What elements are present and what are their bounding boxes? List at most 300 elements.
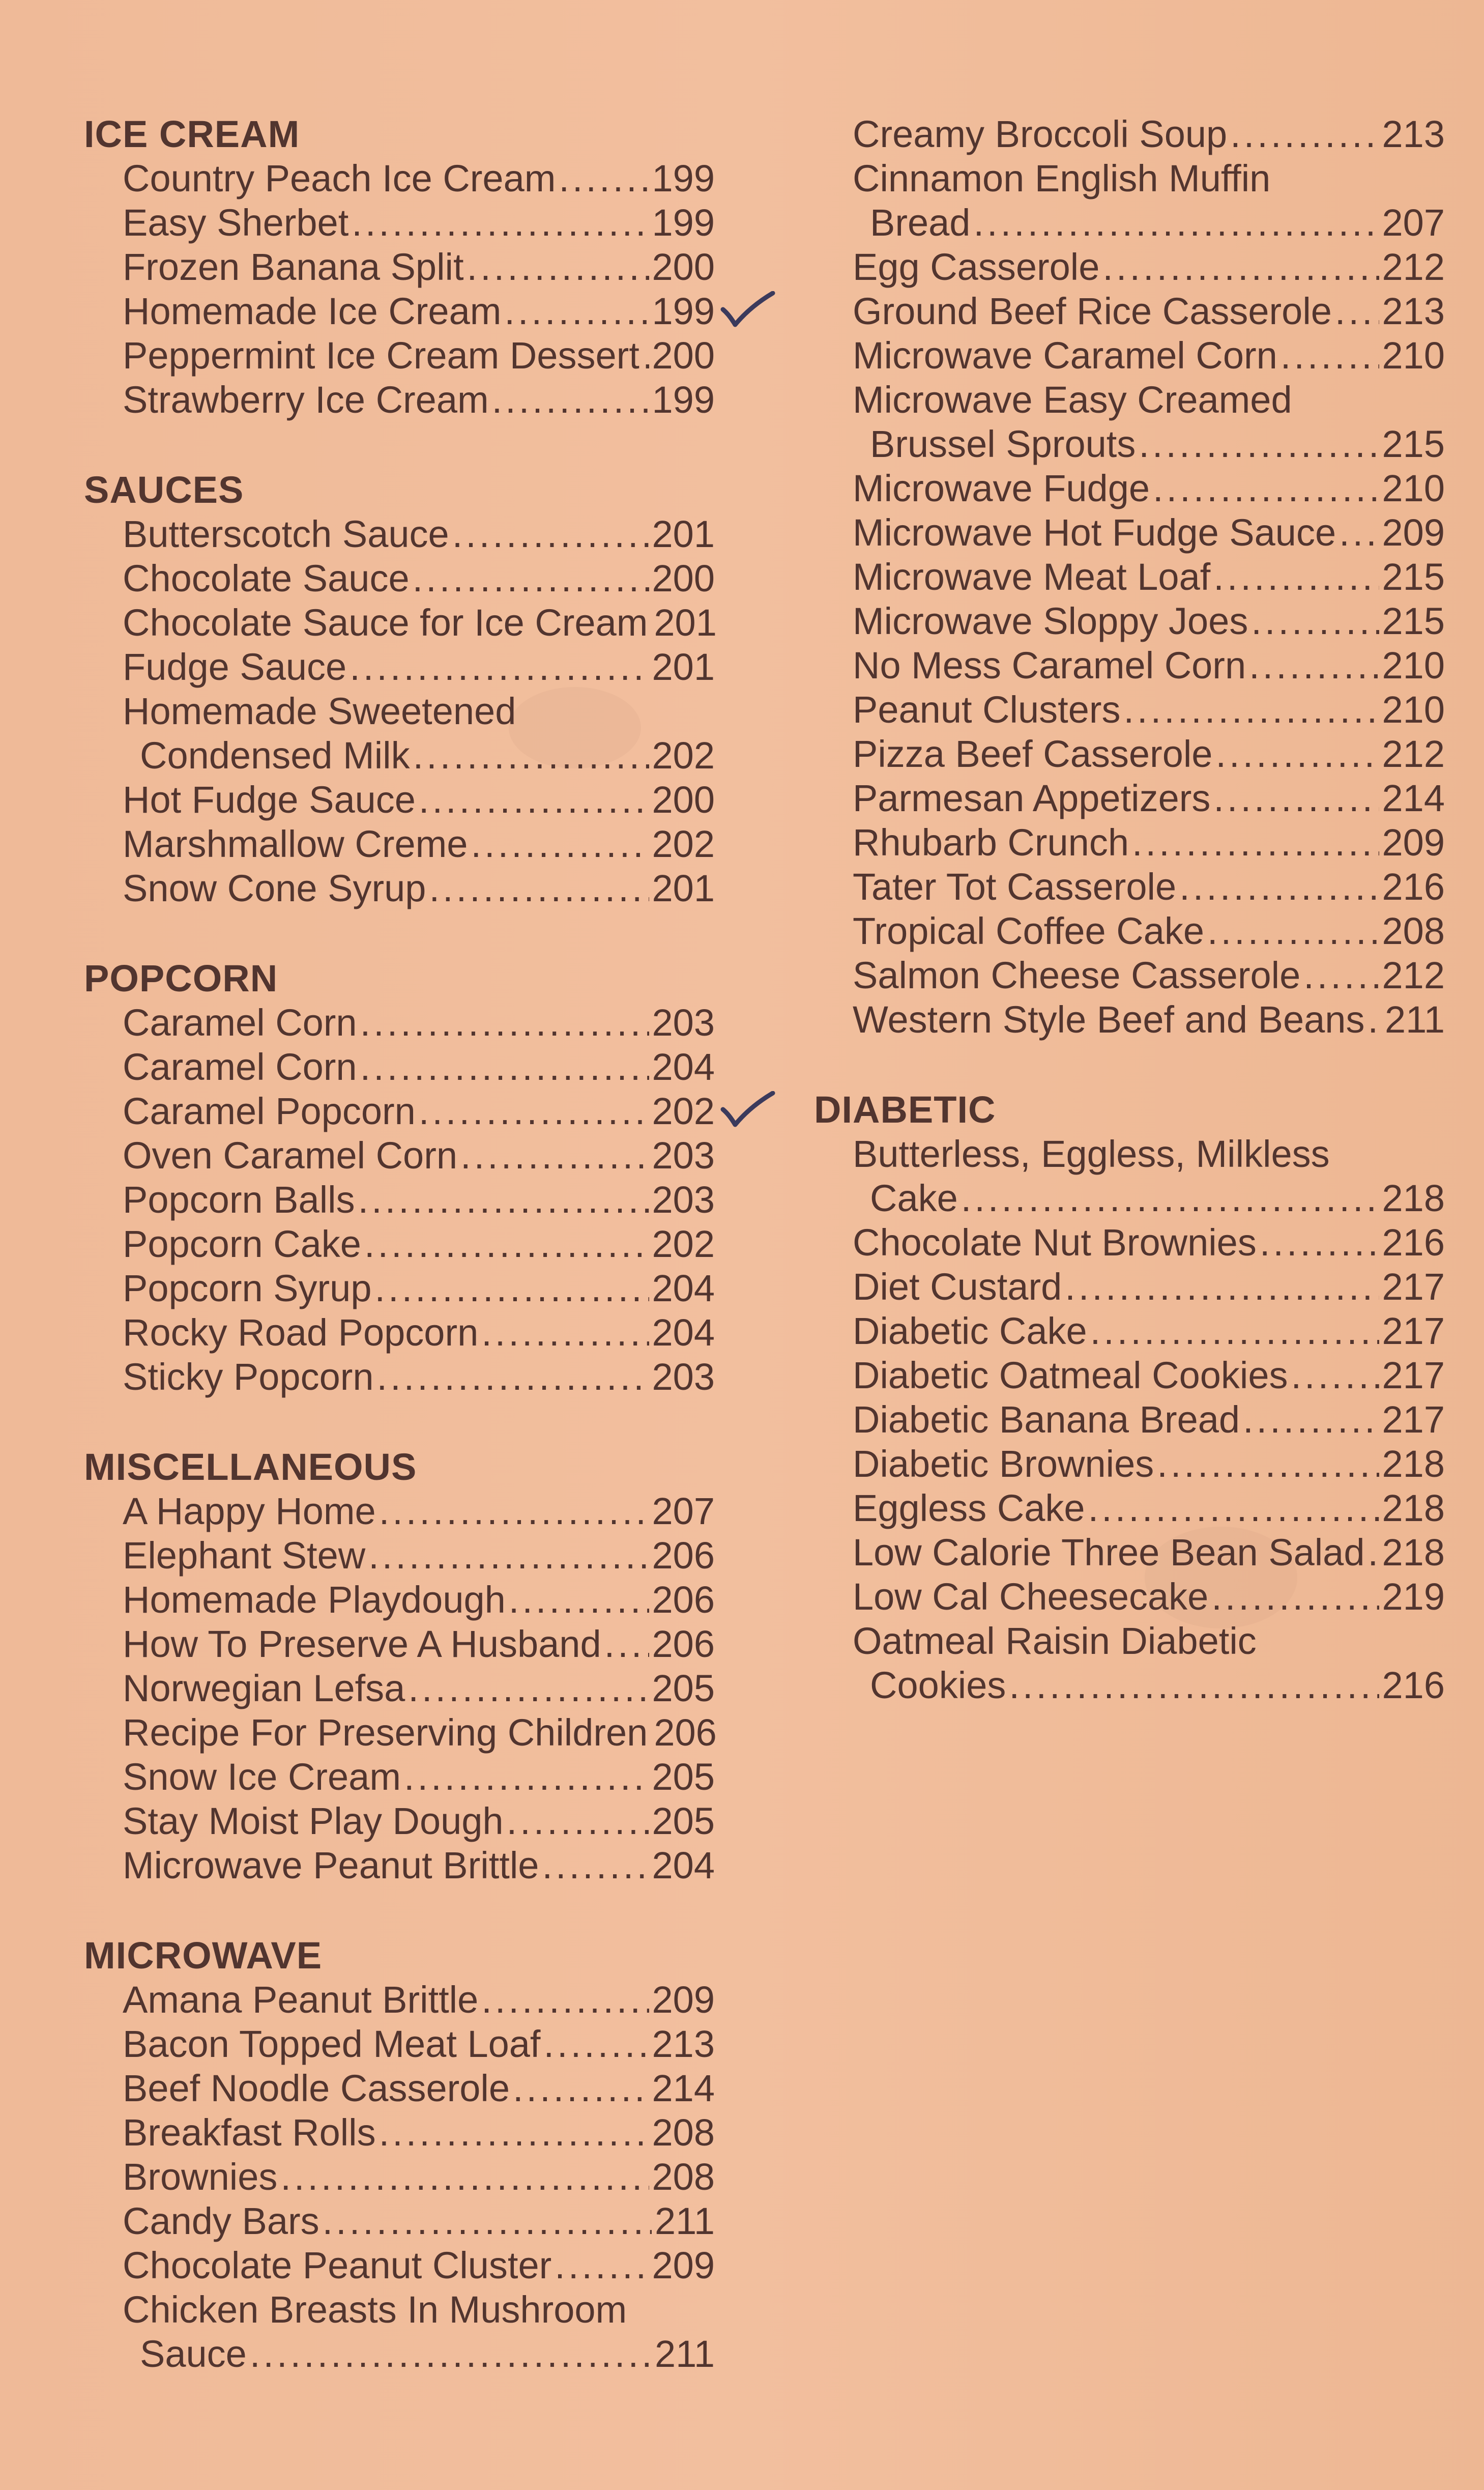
entry-title: Ground Beef Rice Casserole xyxy=(853,290,1332,332)
entry-title: Chicken Breasts In Mushroom xyxy=(123,2288,627,2331)
dot-leader xyxy=(643,333,649,378)
section-sauces xyxy=(84,468,715,910)
dot-leader xyxy=(481,1310,649,1355)
entry-title: Popcorn Balls xyxy=(123,1179,355,1221)
entry-title: Diabetic Oatmeal Cookies xyxy=(853,1354,1288,1396)
entry-title: Tater Tot Casserole xyxy=(853,866,1177,908)
index-entry xyxy=(853,909,1445,953)
entry-title: Microwave Meat Loaf xyxy=(853,556,1211,598)
index-entry xyxy=(853,776,1445,820)
dot-leader xyxy=(1249,643,1379,688)
dot-leader xyxy=(429,866,649,910)
entry-title-line xyxy=(123,512,715,556)
entry-title: Cake xyxy=(870,1177,958,1219)
section-continued xyxy=(814,112,1445,1042)
entry-title: Sauce xyxy=(140,2333,247,2375)
dot-leader xyxy=(467,245,649,289)
dot-leader xyxy=(961,1176,1379,1220)
entry-title-continuation xyxy=(123,733,715,778)
entry-title-line xyxy=(853,997,1445,1042)
page-number: 201 xyxy=(652,646,715,688)
index-entry xyxy=(853,1265,1445,1309)
page-number: 203 xyxy=(652,1001,715,1044)
entry-title: Rocky Road Popcorn xyxy=(123,1311,479,1354)
page-number: 199 xyxy=(652,157,715,199)
entry-title: Chocolate Peanut Cluster xyxy=(123,2244,552,2286)
index-entry xyxy=(853,1442,1445,1486)
page-number: 214 xyxy=(652,2067,715,2109)
entry-title-line xyxy=(853,599,1445,643)
entry-title-line xyxy=(853,378,1445,422)
entry-title-line xyxy=(853,510,1445,555)
page-number: 202 xyxy=(652,823,715,865)
entry-title-line xyxy=(123,645,715,689)
entry-title-continuation xyxy=(853,201,1445,245)
dot-leader xyxy=(507,1799,649,1843)
entry-title-line xyxy=(853,156,1445,201)
entry-title-line xyxy=(123,1710,715,1755)
page-number: 213 xyxy=(1382,290,1445,332)
entry-title: Popcorn Syrup xyxy=(123,1267,372,1309)
entry-title-continuation xyxy=(123,2332,715,2376)
page-number: 212 xyxy=(1382,954,1445,996)
entry-title: Breakfast Rolls xyxy=(123,2111,376,2154)
index-entry xyxy=(123,378,715,422)
page-number: 210 xyxy=(1382,467,1445,509)
page-number: 200 xyxy=(652,779,715,821)
dot-leader xyxy=(377,1355,649,1399)
page-number: 209 xyxy=(652,1979,715,2021)
dot-leader xyxy=(1179,865,1379,909)
page-number: 207 xyxy=(652,1490,715,1532)
entry-title: Fudge Sauce xyxy=(123,646,347,688)
page-number: 202 xyxy=(652,1090,715,1132)
entry-title-line xyxy=(123,2110,715,2155)
entry-title: Snow Ice Cream xyxy=(123,1756,401,1798)
page-number: 209 xyxy=(1382,821,1445,864)
entry-title-line xyxy=(123,2066,715,2110)
index-entry xyxy=(123,2199,715,2243)
page-number: 203 xyxy=(652,1356,715,1398)
entry-title-line xyxy=(123,866,715,910)
index-column-left xyxy=(84,112,715,2376)
dot-leader xyxy=(379,1489,649,1533)
dot-leader xyxy=(250,2332,652,2376)
entry-title-line xyxy=(853,1530,1445,1575)
index-entry xyxy=(123,1222,715,1266)
entry-title-line xyxy=(853,688,1445,732)
page-number: 207 xyxy=(1382,202,1445,244)
dot-leader xyxy=(1090,1309,1379,1353)
page-number: 211 xyxy=(655,2333,715,2375)
entry-title: A Happy Home xyxy=(123,1490,376,1532)
index-entry xyxy=(853,820,1445,865)
dot-leader xyxy=(1157,1442,1379,1486)
page-number: 217 xyxy=(1382,1266,1445,1308)
entry-title-line xyxy=(123,1978,715,2022)
entry-title-line xyxy=(123,1799,715,1843)
entry-title: Condensed Milk xyxy=(140,734,410,777)
index-entry xyxy=(853,1132,1445,1220)
entry-title: Strawberry Ice Cream xyxy=(123,379,489,421)
page-number: 206 xyxy=(654,1711,717,1754)
page-number: 209 xyxy=(1382,511,1445,554)
index-entry xyxy=(123,333,715,378)
entry-title: Eggless Cake xyxy=(853,1487,1085,1529)
index-entry xyxy=(123,1843,715,1887)
index-entry xyxy=(123,2066,715,2110)
page-number: 201 xyxy=(652,513,715,555)
index-entry xyxy=(853,1353,1445,1397)
entry-title: Diet Custard xyxy=(853,1266,1062,1308)
index-entry xyxy=(853,466,1445,510)
entry-title-line xyxy=(123,1578,715,1622)
entry-title: Diabetic Brownies xyxy=(853,1443,1154,1485)
dot-leader xyxy=(1367,1530,1379,1575)
page-number: 204 xyxy=(652,1046,715,1088)
index-entry xyxy=(123,512,715,556)
entry-title: Cinnamon English Muffin xyxy=(853,157,1271,199)
index-entry xyxy=(123,1533,715,1578)
entry-title-line xyxy=(123,1000,715,1045)
entry-title-line xyxy=(853,1486,1445,1530)
page-number: 202 xyxy=(652,734,715,777)
page-number: 199 xyxy=(652,379,715,421)
dot-leader xyxy=(379,2110,649,2155)
dot-leader xyxy=(604,1622,649,1666)
entry-title-line xyxy=(853,1265,1445,1309)
page-number: 216 xyxy=(1382,1664,1445,1706)
page-number: 218 xyxy=(1382,1487,1445,1529)
dot-leader xyxy=(360,1000,649,1045)
index-entry xyxy=(853,378,1445,466)
entry-title: Peanut Clusters xyxy=(853,689,1121,731)
dot-leader xyxy=(375,1266,649,1310)
entry-title: Western Style Beef and Beans xyxy=(853,998,1365,1041)
section-popcorn xyxy=(84,956,715,1399)
dot-leader xyxy=(364,1222,649,1266)
entry-title-line xyxy=(123,1133,715,1178)
entry-title-line xyxy=(853,732,1445,776)
index-entry xyxy=(123,1489,715,1533)
dot-leader xyxy=(1230,112,1379,156)
entry-title: Chocolate Sauce xyxy=(123,557,410,599)
dot-leader xyxy=(280,2155,649,2199)
index-entry xyxy=(123,556,715,600)
index-entry xyxy=(123,1710,715,1755)
index-entry xyxy=(853,688,1445,732)
entry-title: Diabetic Banana Bread xyxy=(853,1398,1240,1441)
page-number: 217 xyxy=(1382,1354,1445,1396)
entry-title-line xyxy=(123,778,715,822)
entry-title-line xyxy=(853,1619,1445,1663)
page-number: 206 xyxy=(652,1534,715,1577)
index-entry xyxy=(853,289,1445,333)
index-entry xyxy=(853,643,1445,688)
entry-title: Hot Fudge Sauce xyxy=(123,779,416,821)
entry-title: Egg Casserole xyxy=(853,246,1100,288)
entry-title: Peppermint Ice Cream Dessert xyxy=(123,334,639,377)
page-number: 216 xyxy=(1382,866,1445,908)
page-number: 218 xyxy=(1382,1531,1445,1573)
entry-title-line xyxy=(123,1533,715,1578)
entry-title-continuation xyxy=(853,1663,1445,1707)
entry-title-line xyxy=(123,1045,715,1089)
entry-title-line xyxy=(853,643,1445,688)
entry-title-line xyxy=(853,1132,1445,1176)
entry-title-line xyxy=(123,1266,715,1310)
entry-title-line xyxy=(123,333,715,378)
entry-title-line xyxy=(123,156,715,201)
dot-leader xyxy=(1207,909,1379,953)
index-entry xyxy=(123,1622,715,1666)
page-number: 203 xyxy=(652,1179,715,1221)
entry-title: Butterscotch Sauce xyxy=(123,513,449,555)
entry-title: Microwave Caramel Corn xyxy=(853,334,1277,377)
index-entry xyxy=(123,1045,715,1089)
entry-title: Elephant Stew xyxy=(123,1534,366,1577)
index-entry xyxy=(123,2022,715,2066)
entry-title: Frozen Banana Split xyxy=(123,246,464,288)
index-entry xyxy=(123,2110,715,2155)
entry-title-line xyxy=(123,1489,715,1533)
index-entry xyxy=(853,599,1445,643)
entry-title: Microwave Sloppy Joes xyxy=(853,600,1248,642)
entry-title: Bacon Topped Meat Loaf xyxy=(123,2023,541,2065)
entry-title: Caramel Corn xyxy=(123,1046,357,1088)
dot-leader xyxy=(1211,1575,1379,1619)
entry-title: Oatmeal Raisin Diabetic xyxy=(853,1620,1257,1662)
entry-title-line xyxy=(123,201,715,245)
entry-title: Cookies xyxy=(870,1664,1006,1706)
page-number: 201 xyxy=(652,867,715,909)
page-number: 210 xyxy=(1382,644,1445,686)
page-number: 206 xyxy=(652,1623,715,1665)
entry-title-line xyxy=(123,556,715,600)
entry-title: Microwave Peanut Brittle xyxy=(123,1844,539,1886)
page-number: 200 xyxy=(652,246,715,288)
page-number: 205 xyxy=(652,1756,715,1798)
index-entry xyxy=(123,1089,715,1133)
dot-leader xyxy=(360,1045,649,1089)
dot-leader xyxy=(352,201,649,245)
entry-title-line xyxy=(123,822,715,866)
entry-title-line xyxy=(853,865,1445,909)
entry-title: Amana Peanut Brittle xyxy=(123,1979,479,2021)
entry-title-line xyxy=(853,245,1445,289)
dot-leader xyxy=(513,2066,649,2110)
dot-leader xyxy=(368,1533,649,1578)
entry-title: Beef Noodle Casserole xyxy=(123,2067,510,2109)
dot-leader xyxy=(460,1133,649,1178)
page-number: 211 xyxy=(1385,998,1445,1041)
entry-title-line xyxy=(123,378,715,422)
entry-title: Popcorn Cake xyxy=(123,1223,361,1265)
entry-title: Diabetic Cake xyxy=(853,1310,1087,1352)
entry-title: Pizza Beef Casserole xyxy=(853,733,1213,775)
dot-leader xyxy=(973,201,1379,245)
page-number: 213 xyxy=(1382,113,1445,155)
page-number: 211 xyxy=(655,2200,715,2242)
page-number: 216 xyxy=(1382,1221,1445,1264)
entry-title: Salmon Cheese Casserole xyxy=(853,954,1301,996)
page-number: 208 xyxy=(652,2111,715,2154)
dot-leader xyxy=(1088,1486,1379,1530)
entry-title-line xyxy=(123,2243,715,2287)
page-number: 210 xyxy=(1382,689,1445,731)
index-entry xyxy=(853,953,1445,997)
page-number: 209 xyxy=(652,2244,715,2286)
section-heading: MICROWAVE xyxy=(84,1934,323,1977)
dot-leader xyxy=(555,2243,649,2287)
dot-leader xyxy=(408,1666,649,1710)
index-entry xyxy=(853,333,1445,378)
index-entry xyxy=(123,245,715,289)
entry-title-line xyxy=(853,1442,1445,1486)
dot-leader xyxy=(413,556,649,600)
entry-title-line xyxy=(123,245,715,289)
section-ice-cream xyxy=(84,112,715,422)
entry-title-line xyxy=(853,466,1445,510)
dot-leader xyxy=(1335,289,1379,333)
index-entry xyxy=(853,1309,1445,1353)
entry-title: Country Peach Ice Cream xyxy=(123,157,556,199)
entry-title-line xyxy=(123,1666,715,1710)
page-number: 204 xyxy=(652,1267,715,1309)
page-number: 218 xyxy=(1382,1443,1445,1485)
section-microwave xyxy=(84,1933,715,2376)
page-number: 200 xyxy=(652,334,715,377)
dot-leader xyxy=(1213,555,1379,599)
index-entry xyxy=(123,156,715,201)
dot-leader xyxy=(492,378,649,422)
entry-title-line xyxy=(853,1575,1445,1619)
dot-leader xyxy=(1124,688,1379,732)
dot-leader xyxy=(543,2022,649,2066)
section-heading: ICE CREAM xyxy=(84,113,300,155)
dot-leader xyxy=(542,1843,649,1887)
page-number: 199 xyxy=(652,290,715,332)
index-entry xyxy=(853,1575,1445,1619)
entry-title-line xyxy=(853,112,1445,156)
entry-title-line xyxy=(853,820,1445,865)
index-entry xyxy=(123,1310,715,1355)
dot-leader xyxy=(419,1089,649,1133)
entry-title: Homemade Sweetened xyxy=(123,690,516,732)
entry-title: Homemade Playdough xyxy=(123,1579,506,1621)
index-entry xyxy=(123,1133,715,1178)
dot-leader xyxy=(323,2199,652,2243)
page-number: 206 xyxy=(652,1579,715,1621)
page-number: 218 xyxy=(1382,1177,1445,1219)
entry-title: Butterless, Eggless, Milkless xyxy=(853,1133,1330,1175)
page-number: 199 xyxy=(652,202,715,244)
page-number: 208 xyxy=(1382,910,1445,952)
entry-title-line xyxy=(853,289,1445,333)
entry-title: Candy Bars xyxy=(123,2200,319,2242)
section-diabetic xyxy=(814,1087,1445,1707)
index-column-right xyxy=(814,112,1445,1707)
entry-title-line xyxy=(123,689,715,733)
entry-title-line xyxy=(123,1622,715,1666)
index-entry xyxy=(123,1578,715,1622)
dot-leader xyxy=(1132,820,1379,865)
index-entry xyxy=(123,689,715,778)
dot-leader xyxy=(1251,599,1379,643)
page-number: 201 xyxy=(654,602,717,644)
entry-title: Microwave Easy Creamed xyxy=(853,379,1292,421)
dot-leader xyxy=(504,289,649,333)
page-number: 208 xyxy=(652,2156,715,2198)
entry-title: Chocolate Nut Brownies xyxy=(853,1221,1257,1264)
page-number: 219 xyxy=(1382,1576,1445,1618)
index-entry xyxy=(123,2155,715,2199)
entry-title: Brussel Sprouts xyxy=(870,423,1136,465)
entry-title: Oven Caramel Corn xyxy=(123,1134,458,1177)
entry-title-continuation xyxy=(853,1176,1445,1220)
index-entry xyxy=(853,1397,1445,1442)
section-miscellaneous xyxy=(84,1445,715,1887)
page-number: 215 xyxy=(1382,556,1445,598)
entry-title-line xyxy=(853,953,1445,997)
page-number: 214 xyxy=(1382,777,1445,819)
entry-title-line xyxy=(123,1310,715,1355)
entry-title: Homemade Ice Cream xyxy=(123,290,502,332)
page-number: 205 xyxy=(652,1800,715,1842)
index-entry xyxy=(853,1530,1445,1575)
dot-leader xyxy=(1153,466,1379,510)
entry-title: Rhubarb Crunch xyxy=(853,821,1129,864)
entry-title-line xyxy=(123,289,715,333)
entry-title-line xyxy=(853,1397,1445,1442)
entry-title-line xyxy=(853,909,1445,953)
page-number: 203 xyxy=(652,1134,715,1177)
checkmark-icon xyxy=(720,291,776,332)
entry-title-line xyxy=(853,776,1445,820)
index-entry xyxy=(853,1220,1445,1265)
entry-title: Bread xyxy=(870,202,971,244)
index-entry xyxy=(853,510,1445,555)
page-number: 205 xyxy=(652,1667,715,1709)
page-number: 204 xyxy=(652,1844,715,1886)
entry-title: Creamy Broccoli Soup xyxy=(853,113,1228,155)
page-number: 217 xyxy=(1382,1398,1445,1441)
index-entry xyxy=(123,289,715,333)
entry-title-line xyxy=(123,600,715,645)
entry-title-line xyxy=(123,1178,715,1222)
checkmark-icon xyxy=(720,1091,776,1132)
entry-title-line xyxy=(853,1220,1445,1265)
section-heading: SAUCES xyxy=(84,469,244,511)
index-entry xyxy=(123,1355,715,1399)
entry-title-line xyxy=(853,1353,1445,1397)
dot-leader xyxy=(404,1755,649,1799)
index-entry xyxy=(123,1978,715,2022)
entry-title-line xyxy=(123,2287,715,2332)
index-entry xyxy=(123,645,715,689)
section-heading: POPCORN xyxy=(84,957,278,999)
dot-leader xyxy=(350,645,649,689)
page-number: 200 xyxy=(652,557,715,599)
index-entry xyxy=(123,1799,715,1843)
page-number: 215 xyxy=(1382,600,1445,642)
index-entry xyxy=(123,1755,715,1799)
entry-title: Brownies xyxy=(123,2156,278,2198)
dot-leader xyxy=(1215,732,1379,776)
dot-leader xyxy=(1009,1663,1379,1707)
index-entry xyxy=(853,1619,1445,1707)
section-heading: DIABETIC xyxy=(814,1089,996,1131)
